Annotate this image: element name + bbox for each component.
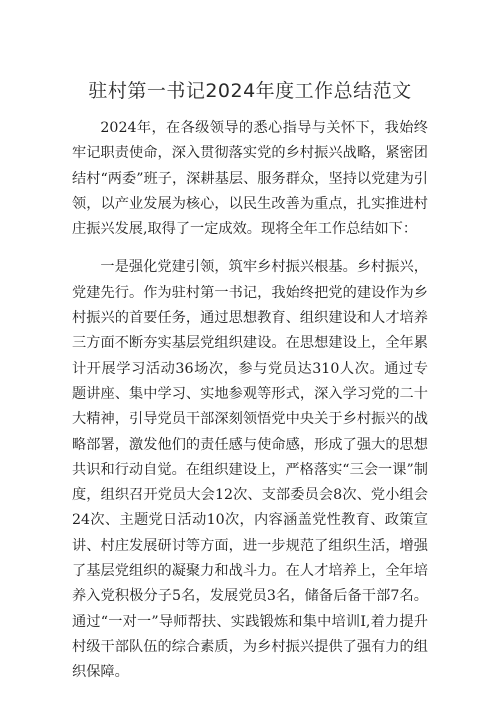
paragraph-intro: 2024年，在各级领导的悉心指导与关怀下，我始终牢记职责使命，深入贯彻落实党的乡村振兴战略，紧密团结村“两委”班子，深耕基层、服务群众，坚持以党建为引领，以产业发展为核心，以民生改善为重点，扎实推进村庄振兴发展,取得了一定成效。现将全年工作总结如下： bbox=[72, 120, 428, 238]
document-title: 驻村第一书记2024年度工作总结范文 bbox=[88, 80, 412, 102]
paragraph-party-building: 一是强化党建引领，筑牢乡村振兴根基。乡村振兴，党建先行。作为驻村第一书记，我始终把党的建设作为乡村振兴的首要任务，通过思想教育、组织建设和人才培养三方面不断夯实基层党组织建设。在思想建设上，全年累计开展学习活动36场次，参与党员达310人次。通过专题讲座、集中学习、实地参观等形式，深入学习党的二十大精神，引导党员干部深刻领悟党中央关于乡村振兴的战略部署，激发他们的责任感与使命感，形成了强大的思想共识和行动自觉。在组织建设上，严格落实“三会一课”制度，组织召开党员大会12次、支部委员会8次、党小组会24次、主题党日活动10次，内容涵盖党性教育、政策宣讲、村庄发展研讨等方面，进一步规范了组织生活，增强了基层党组织的凝聚力和战斗力。在人才培养上，全年培养入党积极分子5名，发展党员3名，储备后备干部7名。通过“一对一”导师帮扶、实践锻炼和集中培训I,着力提升村级干部队伍的综合素质，为乡村振兴提供了强有力的组织保障。 bbox=[72, 259, 428, 681]
document-body bbox=[72, 116, 428, 686]
